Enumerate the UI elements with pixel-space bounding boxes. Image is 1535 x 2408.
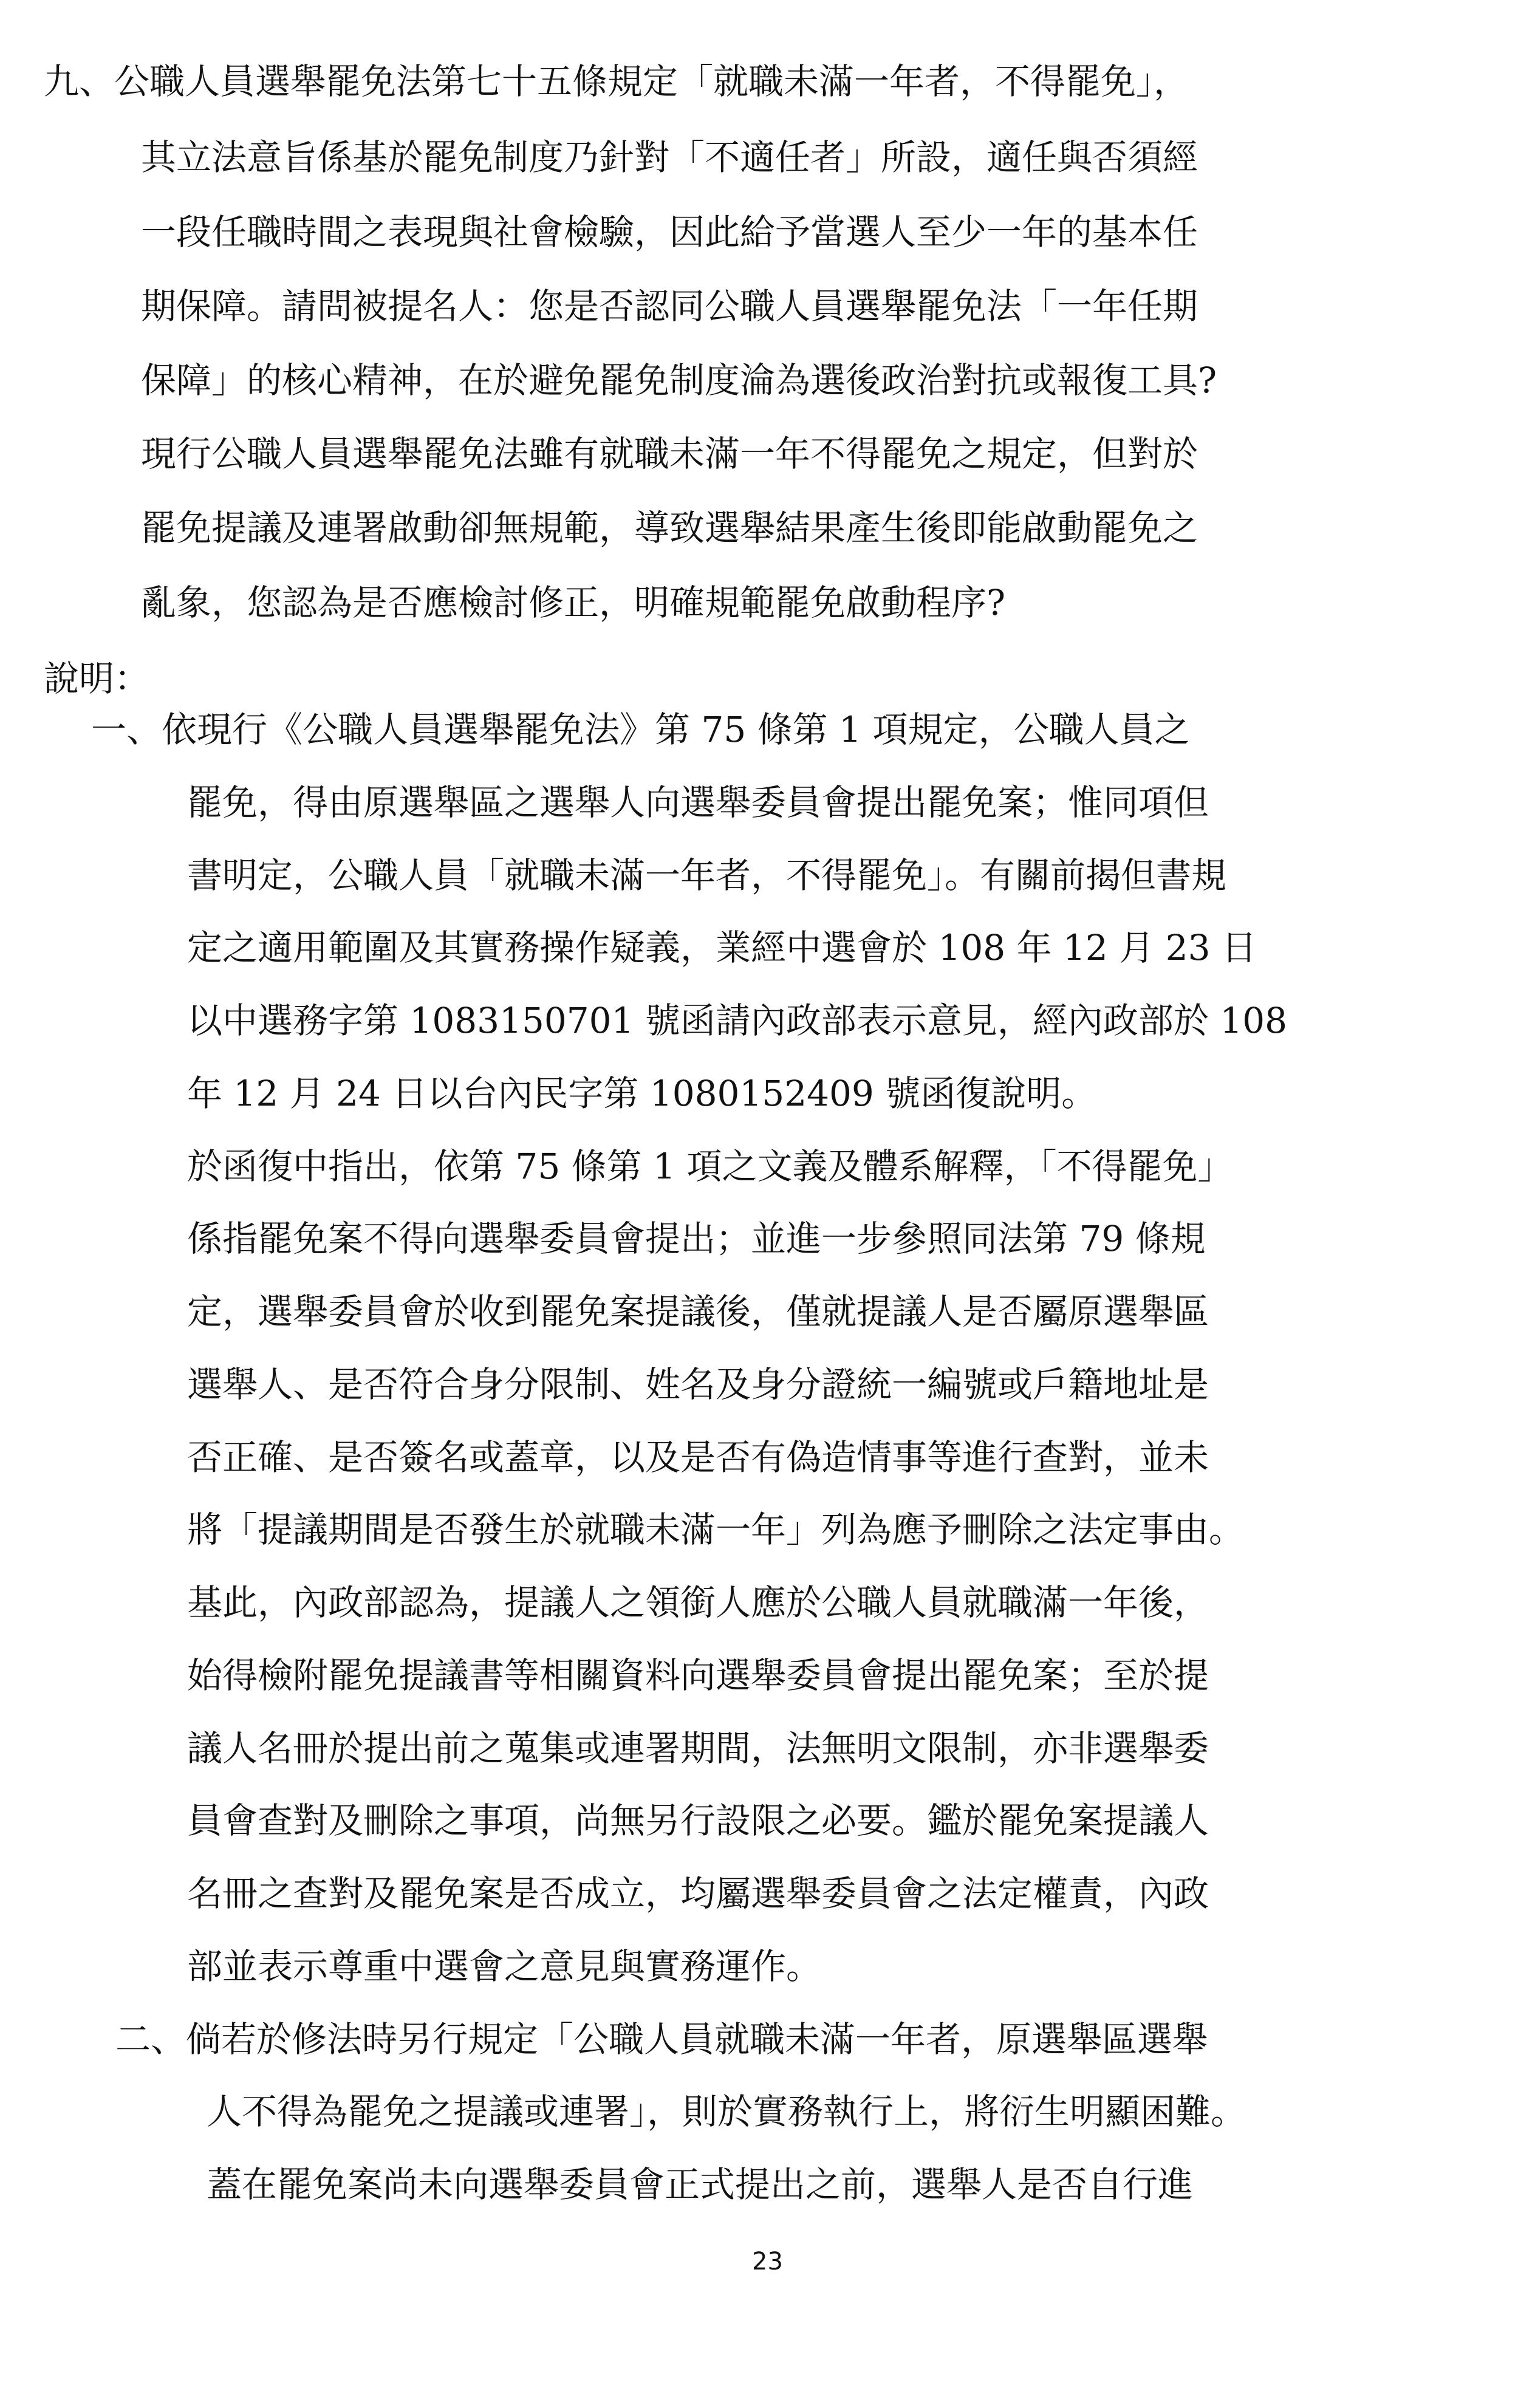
item1-line: 定之適用範圍及其實務操作疑義，業經中選會於 108 年 12 月 23 日 — [187, 927, 1257, 969]
question-line: 保障」的核心精神，在於避免罷免制度淪為選後政治對抗或報復工具? — [141, 359, 1217, 401]
question-line: 九、公職人員選舉罷免法第七十五條規定「就職未滿一年者，不得罷免」， — [44, 61, 1189, 102]
item1-line: 罷免，得由原選舉區之選舉人向選舉委員會提出罷免案；惟同項但 — [187, 781, 1209, 823]
item1-line: 將「提議期間是否發生於就職未滿一年」列為應予刪除之法定事由。 — [187, 1509, 1245, 1551]
question-line: 其立法意旨係基於罷免制度乃針對「不適任者」所設，適任與否須經 — [141, 137, 1198, 179]
item1-line: 名冊之查對及罷免案是否成立，均屬選舉委員會之法定權責，內政 — [187, 1873, 1209, 1914]
item2-line: 蓋在罷免案尚未向選舉委員會正式提出之前，選舉人是否自行進 — [207, 2164, 1194, 2205]
question-line: 一段任職時間之表現與社會檢驗，因此給予當選人至少一年的基本任 — [141, 211, 1198, 253]
item2-line: 二、倘若於修法時另行規定「公職人員就職未滿一年者，原選舉區選舉 — [115, 2018, 1208, 2060]
item1-line: 員會查對及刪除之事項，尚無另行設限之必要。鑑於罷免案提議人 — [187, 1800, 1209, 1842]
page-number: 23 — [752, 2248, 783, 2276]
item1-line: 於函復中指出，依第 75 條第 1 項之文義及體系解釋，「不得罷免」 — [187, 1145, 1233, 1187]
question-line: 現行公職人員選舉罷免法雖有就職未滿一年不得罷免之規定，但對於 — [141, 433, 1198, 475]
question-line: 亂象，您認為是否應檢討修正，明確規範罷免啟動程序? — [141, 581, 1006, 623]
item1-line: 係指罷免案不得向選舉委員會提出；並進一步參照同法第 79 條規 — [187, 1218, 1206, 1260]
item1-line: 以中選務字第 1083150701 號函請內政部表示意見，經內政部於 108 — [187, 1000, 1288, 1041]
item2-line: 人不得為罷免之提議或連署」，則於實務執行上，將衍生明顯困難。 — [207, 2091, 1246, 2133]
question-line: 罷免提議及連署啟動卻無規範，導致選舉結果產生後即能啟動罷免之 — [141, 507, 1198, 549]
item1-line: 年 12 月 24 日以台內民字第 1080152409 號函復說明。 — [187, 1072, 1097, 1114]
item1-line: 否正確、是否簽名或蓋章，以及是否有偽造情事等進行查對，並未 — [187, 1436, 1209, 1478]
item1-line: 書明定，公職人員「就職未滿一年者，不得罷免」。有關前揭但書規 — [187, 854, 1227, 896]
item1-line: 部並表示尊重中選會之意見與實務運作。 — [187, 1945, 822, 1987]
item1-line: 始得檢附罷免提議書等相關資料向選舉委員會提出罷免案；至於提 — [187, 1654, 1209, 1696]
question-line: 期保障。請問被提名人：您是否認同公職人員選舉罷免法「一年任期 — [141, 285, 1198, 327]
item1-line: 基此，內政部認為，提議人之領銜人應於公職人員就職滿一年後， — [187, 1582, 1209, 1623]
item1-line: 定，選舉委員會於收到罷免案提議後，僅就提議人是否屬原選舉區 — [187, 1291, 1209, 1332]
item1-line: 選舉人、是否符合身分限制、姓名及身分證統一編號或戶籍地址是 — [187, 1363, 1209, 1405]
explanation-heading: 說明： — [44, 658, 150, 699]
item1-line: 議人名冊於提出前之蒐集或連署期間，法無明文限制，亦非選舉委 — [187, 1727, 1209, 1769]
item1-line: 一、依現行《公職人員選舉罷免法》第 75 條第 1 項規定，公職人員之 — [91, 709, 1190, 751]
